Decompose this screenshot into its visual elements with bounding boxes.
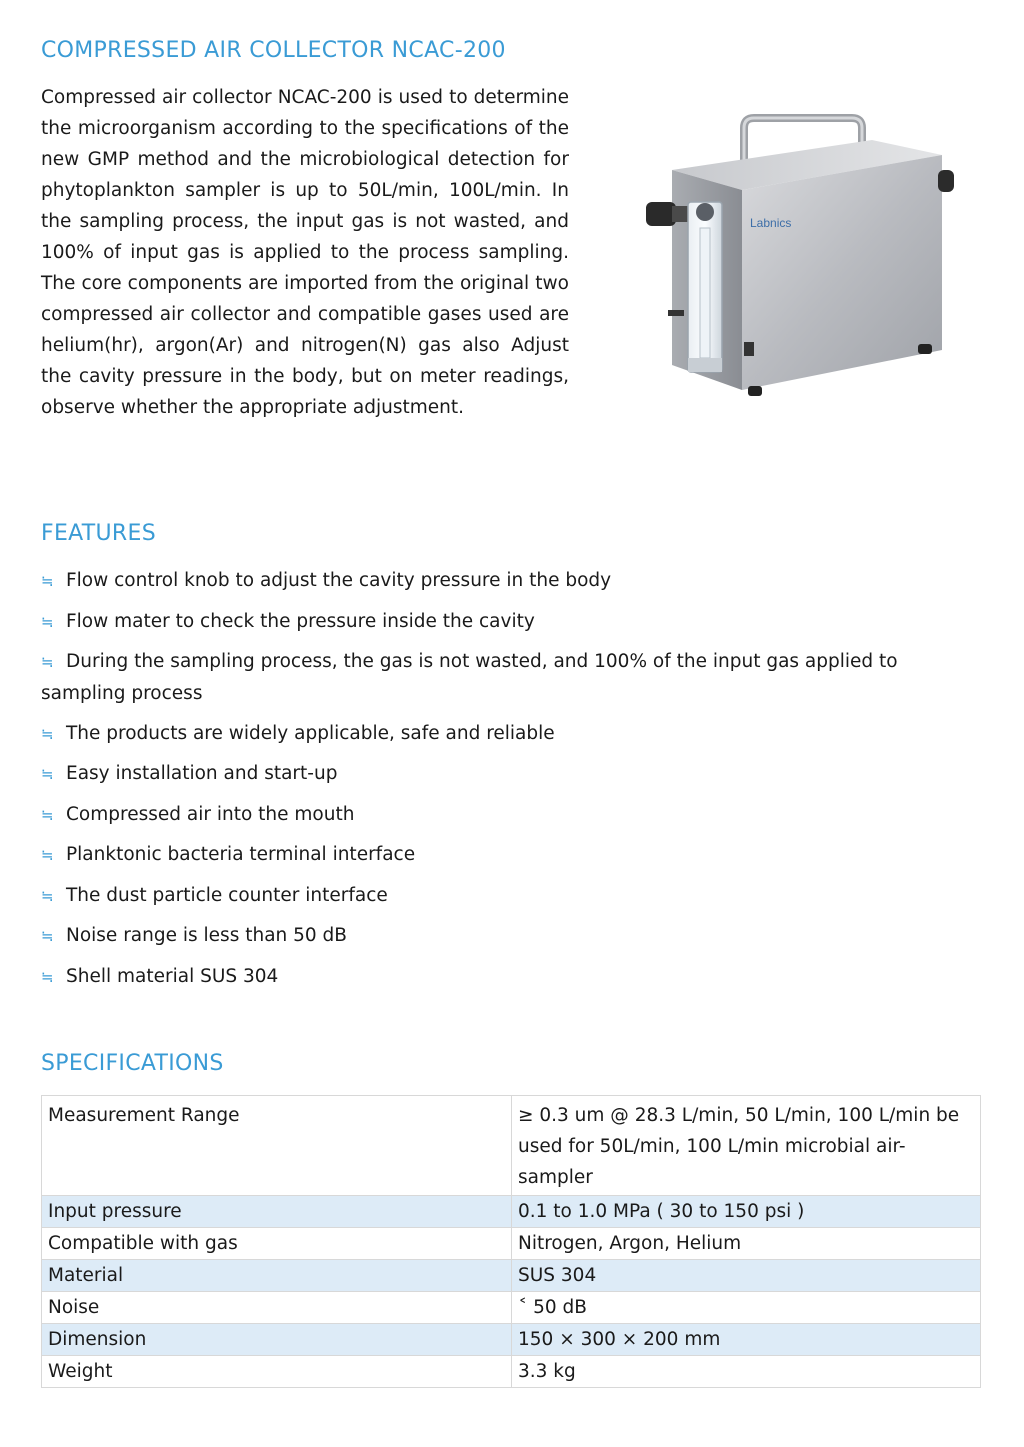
spec-key: Material [42, 1260, 512, 1292]
table-row [42, 1356, 981, 1388]
bullet-icon: ≒ [41, 805, 54, 824]
feature-text: Noise range is less than 50 dB [66, 925, 347, 946]
list-item [41, 646, 941, 709]
table-row [42, 1260, 981, 1292]
feature-text: Flow mater to check the pressure inside the cavity [66, 610, 535, 632]
feature-text: Flow control knob to adjust the cavity pressure in the body [66, 570, 612, 591]
feature-text: Easy installation and start-up [66, 763, 338, 784]
spec-value: 150 × 300 × 200 mm [512, 1324, 981, 1356]
bullet-icon: ≒ [41, 724, 54, 743]
specifications-table [41, 1095, 981, 1388]
feature-text: The dust particle counter interface [66, 884, 388, 906]
spec-value: ≥ 0.3 um @ 28.3 L/min, 50 L/min, 100 L/min be used for 50L/min, 100 L/min microbial air-sampler [512, 1096, 981, 1196]
spec-key: Weight [42, 1356, 512, 1388]
list-item [41, 799, 941, 831]
spec-value: ˂ 50 dB [512, 1292, 981, 1324]
spec-value: 3.3 kg [512, 1356, 981, 1388]
feature-text: The products are widely applicable, safe and reliable [66, 722, 555, 744]
feature-text: During the sampling process, the gas is not wasted, and 100% of the input gas applied to sampling process [41, 651, 898, 704]
list-item [41, 880, 941, 912]
features-heading: FEATURES [41, 521, 156, 546]
bullet-icon: ≒ [41, 967, 54, 986]
spec-value: Nitrogen, Argon, Helium [512, 1228, 981, 1260]
table-row [42, 1324, 981, 1356]
table-row [42, 1096, 981, 1196]
list-item [41, 758, 941, 790]
spec-value: 0.1 to 1.0 MPa ( 30 to 150 psi ) [512, 1196, 981, 1228]
spec-value: SUS 304 [512, 1260, 981, 1292]
spec-key: Input pressure [42, 1196, 512, 1228]
specifications-heading: SPECIFICATIONS [41, 1051, 224, 1076]
table-row [42, 1228, 981, 1260]
list-item [41, 565, 941, 597]
list-item [41, 920, 941, 952]
feature-text: Planktonic bacteria terminal interface [66, 844, 416, 865]
page-title: COMPRESSED AIR COLLECTOR NCAC-200 [41, 38, 506, 63]
list-item [41, 961, 941, 993]
list-item [41, 606, 941, 638]
bullet-icon: ≒ [41, 765, 54, 783]
spec-key: Compatible with gas [42, 1228, 512, 1260]
product-image [632, 110, 972, 410]
spec-key: Noise [42, 1292, 512, 1324]
feature-text: Shell material SUS 304 [66, 965, 279, 987]
feature-text: Compressed air into the mouth [66, 803, 355, 825]
brand-logo: Labnics [750, 216, 792, 230]
spec-key: Measurement Range [42, 1096, 512, 1196]
bullet-icon: ≒ [41, 653, 54, 671]
list-item [41, 718, 941, 750]
bullet-icon: ≒ [41, 612, 54, 631]
table-row [42, 1292, 981, 1324]
intro-paragraph: Compressed air collector NCAC-200 is used to determine the microorganism according to the specifications of the new GMP method and the microbiological detection for phytoplankton sampler is up to 50L/min, 100L/min. In the sampling process, the input gas is not wasted, and 100% of input gas is applied to the process sampling. The core components are imported from the original two compressed air collector and compatible gases used are helium(hr), argon(Ar) and nitrogen(N) gas also Adjust the cavity pressure in the body, but on meter readings, observe whether the appropriate adjustment. [41, 87, 569, 418]
spec-key: Dimension [42, 1324, 512, 1356]
bullet-icon: ≒ [41, 886, 54, 905]
bullet-icon: ≒ [41, 846, 54, 864]
table-row [42, 1196, 981, 1228]
bullet-icon: ≒ [41, 927, 54, 945]
list-item [41, 839, 941, 871]
bullet-icon: ≒ [41, 572, 54, 590]
features-list [41, 565, 941, 1001]
